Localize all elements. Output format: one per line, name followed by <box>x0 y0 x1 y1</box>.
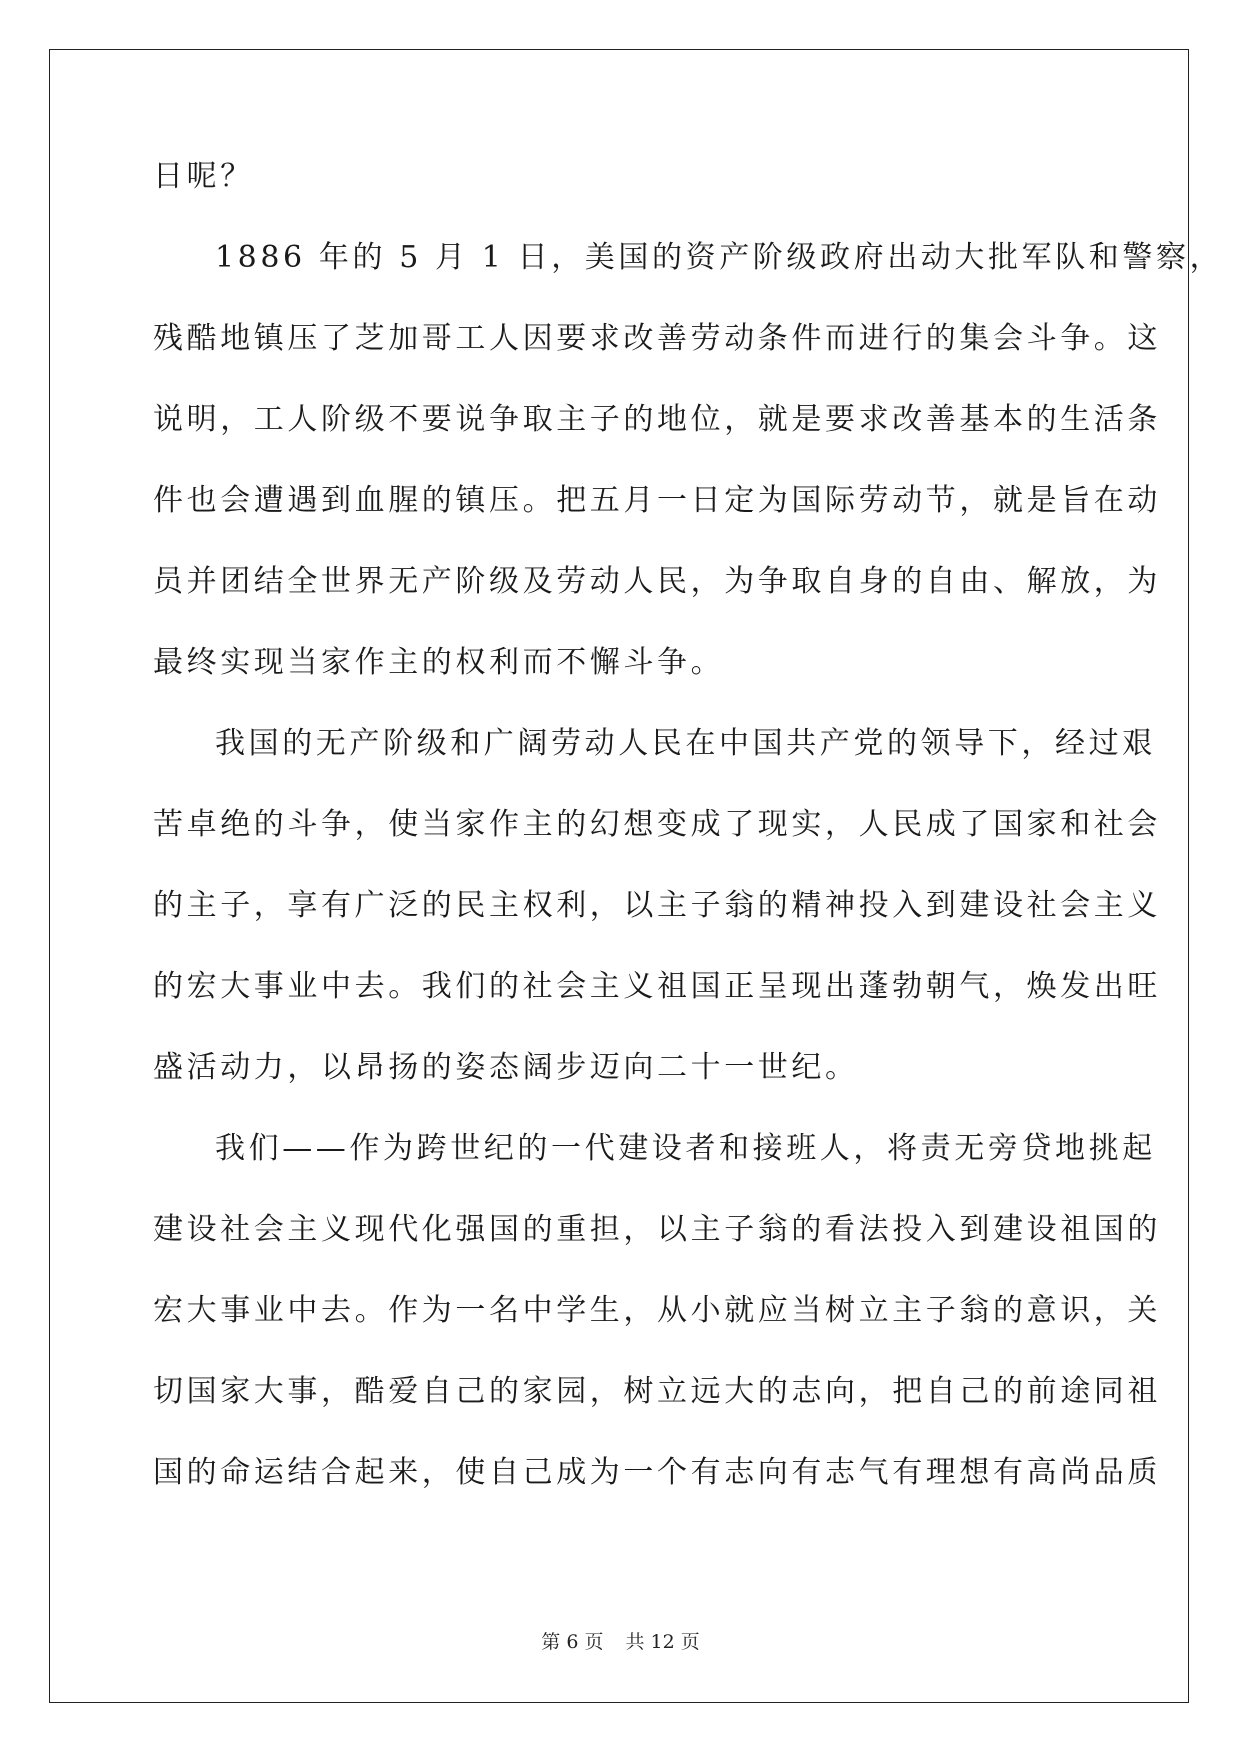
text-line: 最终实现当家作主的权利而不懈斗争。 <box>153 645 725 680</box>
page-total: 共 12 页 <box>625 1631 700 1653</box>
text-line: 残酷地镇压了芝加哥工人因要求改善劳动条件而进行的集会斗争。这 <box>153 321 1161 356</box>
text-line: 的宏大事业中去。我们的社会主义祖国正呈现出蓬勃朝气，焕发出旺 <box>153 969 1161 1004</box>
text-line: 宏大事业中去。作为一名中学生，从小就应当树立主子翁的意识，关 <box>153 1293 1161 1328</box>
text-line: 的主子，享有广泛的民主权利，以主子翁的精神投入到建设社会主义 <box>153 888 1161 923</box>
page-footer <box>0 1627 1241 1654</box>
page-number: 第 6 页 <box>541 1631 604 1653</box>
paragraph-first-line: 我国的无产阶级和广阔劳动人民在中国共产党的领导下，经过艰 <box>215 726 1156 761</box>
text-line: 盛活动力，以昂扬的姿态阔步迈向二十一世纪。 <box>153 1050 859 1085</box>
text-line: 国的命运结合起来，使自己成为一个有志向有志气有理想有高尚品质 <box>153 1455 1161 1490</box>
paragraph-first-line: 我们——作为跨世纪的一代建设者和接班人，将责无旁贷地挑起 <box>215 1131 1156 1166</box>
paragraph-first-line: 1886 年的 5 月 1 日，美国的资产阶级政府出动大批军队和警察， <box>215 240 1224 275</box>
text-line: 件也会遭遇到血腥的镇压。把五月一日定为国际劳动节，就是旨在动 <box>153 483 1161 518</box>
text-line: 员并团结全世界无产阶级及劳动人民，为争取自身的自由、解放，为 <box>153 564 1161 599</box>
document-body <box>153 157 1224 1534</box>
text-line: 建设社会主义现代化强国的重担，以主子翁的看法投入到建设祖国的 <box>153 1212 1161 1247</box>
text-line: 苦卓绝的斗争，使当家作主的幻想变成了现实，人民成了国家和社会 <box>153 807 1161 842</box>
text-line: 日呢？ <box>153 159 254 194</box>
text-line: 切国家大事，酷爱自己的家园，树立远大的志向，把自己的前途同祖 <box>153 1374 1161 1409</box>
text-line: 说明，工人阶级不要说争取主子的地位，就是要求改善基本的生活条 <box>153 402 1161 437</box>
